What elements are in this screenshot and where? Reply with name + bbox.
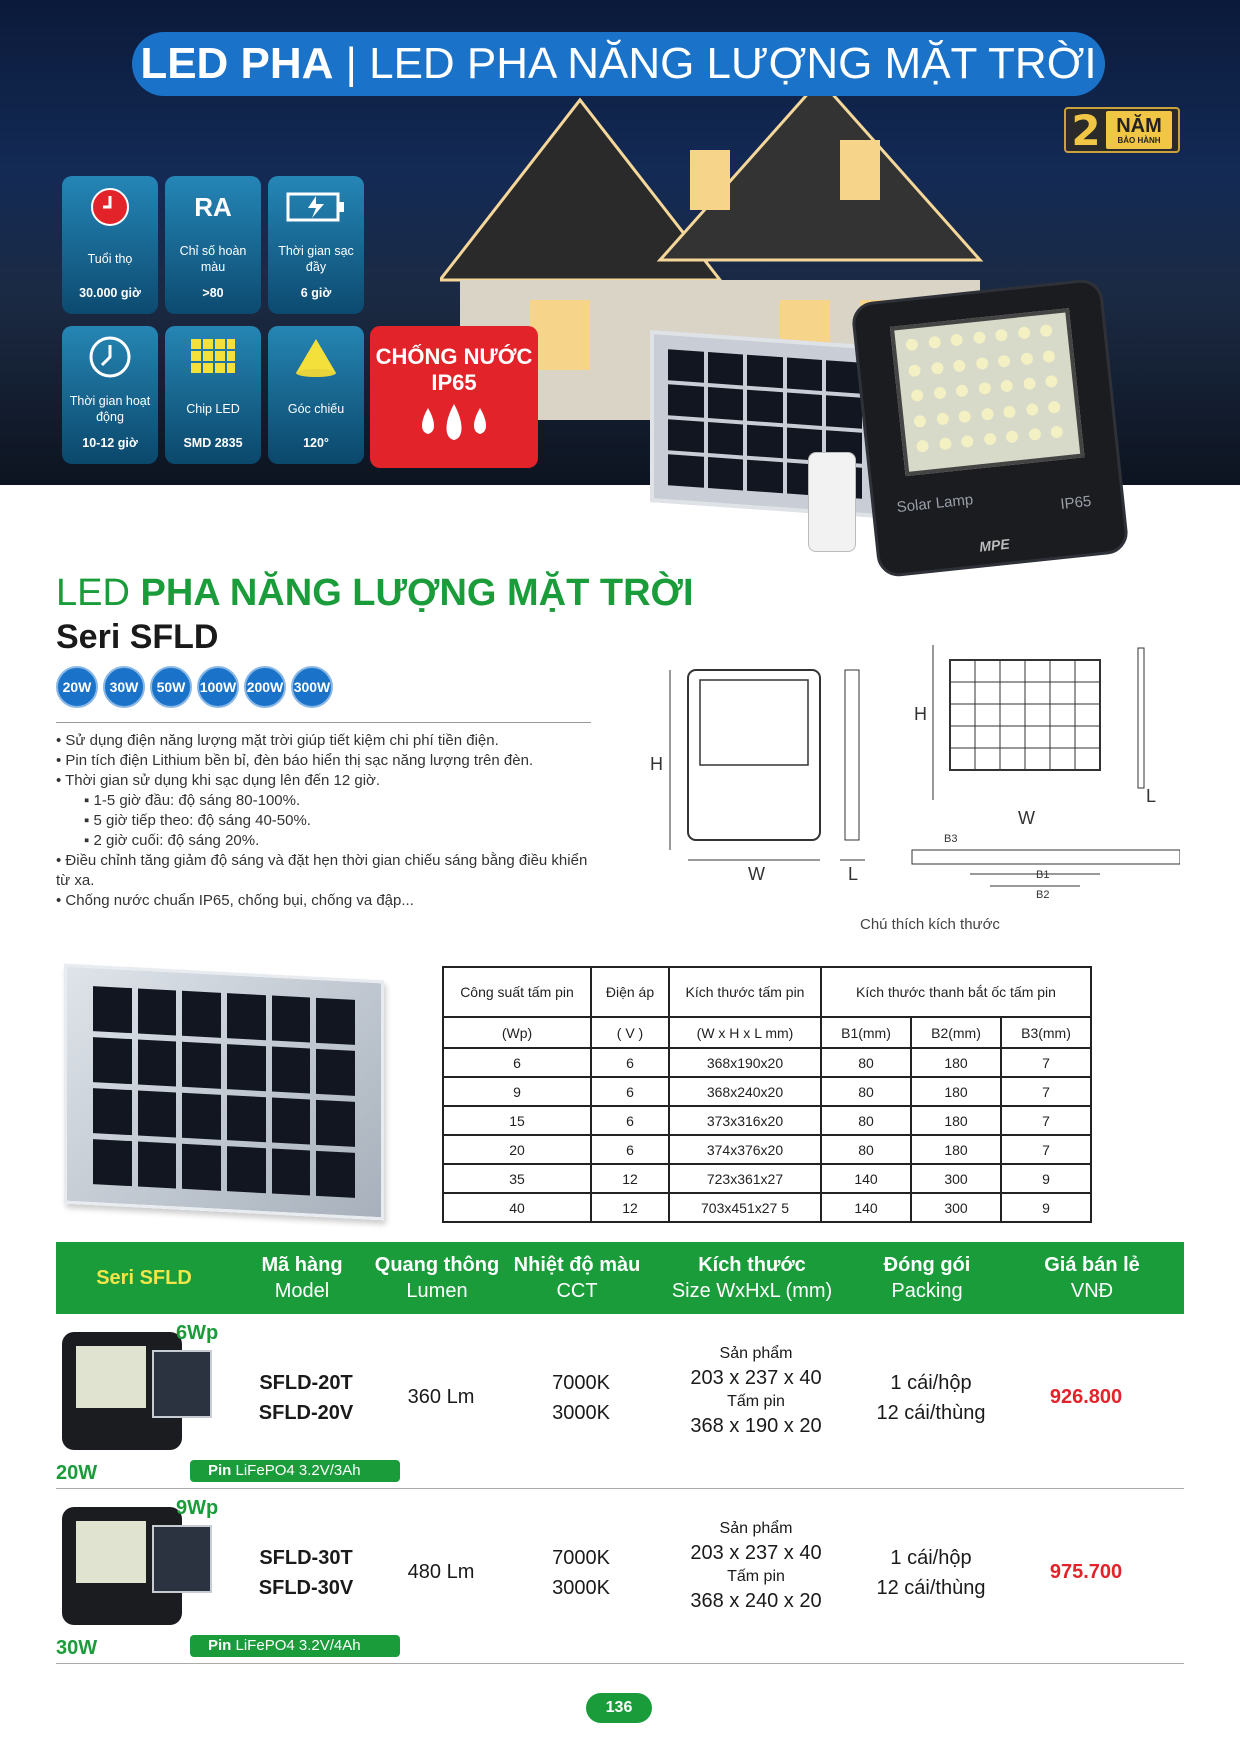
feature-value: SMD 2835 [183, 436, 243, 450]
lamp-solar-label: Solar Lamp [895, 491, 975, 517]
feature-label: Thời gian hoạt động [69, 394, 151, 424]
chip-icon [191, 339, 235, 375]
panel-spec-table [442, 966, 1092, 1223]
spec-cell: 80 [821, 1048, 911, 1077]
table-row [443, 1106, 1091, 1135]
solar-panel-image [64, 964, 384, 1221]
product-series: Seri SFLD [56, 618, 219, 656]
spec-cell: 300 [911, 1193, 1001, 1222]
diagram-w2-label: W [1018, 808, 1035, 828]
table-row [443, 1164, 1091, 1193]
bullet: • Thời gian sử dụng khi sạc dụng lên đến 12 giờ. [56, 772, 381, 789]
spec-cell: 180 [911, 1106, 1001, 1135]
spec-cell: 80 [821, 1077, 911, 1106]
ra-icon: RA [194, 191, 232, 222]
spec-cell: 140 [821, 1193, 911, 1222]
feature-label: Tuổi thọ [87, 252, 133, 266]
water-drops-icon [414, 400, 494, 450]
wattage-badge: 30W [103, 666, 145, 708]
feature-value: >80 [202, 286, 224, 300]
waterproof-line2: IP65 [431, 370, 477, 395]
diagram-b2-label: B2 [1036, 889, 1050, 900]
product-heading-light: LED [56, 572, 141, 614]
title-rest: | LED PHA NĂNG LƯỢNG MẶT TRỜI [345, 39, 1097, 88]
feature-chip [165, 326, 261, 464]
spec-cell: 9 [1001, 1164, 1091, 1193]
spec-cell: 7 [1001, 1135, 1091, 1164]
diagram-h-label: H [650, 754, 663, 774]
table-row [443, 1048, 1091, 1077]
panel-wattage: 6Wp [176, 1322, 219, 1344]
product-row [56, 1314, 1184, 1489]
spec-unit: (W x H x L mm) [669, 1017, 821, 1048]
feature-lifetime [62, 176, 158, 314]
model-cell: SFLD-20T SFLD-20V [258, 1372, 354, 1424]
spec-unit: (Wp) [443, 1017, 591, 1048]
wattage-badge: 20W [56, 666, 98, 708]
spec-cell: 80 [821, 1135, 911, 1164]
panel-thumbnail [152, 1350, 212, 1418]
feature-label: Góc chiếu [287, 402, 345, 416]
price-header-series: Seri SFLD [96, 1266, 192, 1289]
bullet: • Sử dụng điện năng lượng mặt trời giúp tiết kiệm chi phí tiền điện. [56, 732, 499, 749]
price-header-col: Kích thước Size WxHxL (mm) [671, 1254, 833, 1302]
product-heading [56, 572, 694, 615]
spec-header: Kích thước thanh bắt ốc tấm pin [821, 967, 1091, 1017]
lamp-ip-label: IP65 [1059, 492, 1093, 514]
battery-charge-icon [286, 190, 346, 224]
bullet: • Pin tích điện Lithium bền bỉ, đèn báo hiển thị sạc năng lượng trên đèn. [56, 752, 534, 769]
spec-unit: B3(mm) [1001, 1017, 1091, 1048]
feature-label: Chip LED [186, 402, 240, 416]
spec-cell: 20 [443, 1135, 591, 1164]
spec-cell: 7 [1001, 1106, 1091, 1135]
feature-value: 30.000 giờ [79, 286, 141, 300]
timer-icon [88, 335, 132, 379]
product-heading-bold: PHA NĂNG LƯỢNG MẶT TRỜI [140, 572, 694, 614]
table-row [443, 1193, 1091, 1222]
price-cell: 926.800 [1049, 1386, 1123, 1408]
diagram-l-label: L [848, 864, 859, 884]
beam-angle-icon [292, 337, 340, 377]
waterproof-line1: CHỐNG NƯỚC [375, 344, 533, 369]
size-cell: Sản phẩm 203 x 237 x 40 Tấm pin 368 x 240 x 20 [690, 1520, 822, 1612]
spec-cell: 6 [591, 1048, 669, 1077]
feature-label: Thời gian sạc đầy [278, 244, 354, 274]
spec-cell: 15 [443, 1106, 591, 1135]
price-header-col: Nhiệt độ màu CCT [513, 1254, 641, 1302]
clock-icon [90, 187, 130, 227]
product-wattage: 20W [56, 1462, 98, 1484]
spec-cell: 300 [911, 1164, 1001, 1193]
spec-cell: 374x376x20 [669, 1135, 821, 1164]
diagram-w-label: W [748, 864, 765, 884]
spec-cell: 368x240x20 [669, 1077, 821, 1106]
bullet: • Chống nước chuẩn IP65, chống bụi, chống va đập... [56, 892, 414, 909]
product-wattage: 30W [56, 1637, 98, 1659]
sub-bullet: ▪ 2 giờ cuối: độ sáng 20%. [84, 832, 260, 849]
spec-unit: B2(mm) [911, 1017, 1001, 1048]
spec-cell: 180 [911, 1135, 1001, 1164]
spec-cell: 80 [821, 1106, 911, 1135]
spec-cell: 703x451x27 5 [669, 1193, 821, 1222]
lamp-brand: MPE [978, 535, 1011, 555]
price-header-col: Quang thông Lumen [374, 1254, 500, 1302]
sub-bullet: ▪ 1-5 giờ đầu: độ sáng 80-100%. [84, 792, 301, 809]
warranty-word: NĂM [1116, 114, 1162, 137]
battery-badge: Pin LiFePO4 3.2V/4Ah [190, 1635, 400, 1657]
panel-wattage: 9Wp [176, 1497, 219, 1519]
price-cell: 975.700 [1049, 1561, 1123, 1583]
spec-header: Công suất tấm pin [443, 967, 591, 1017]
spec-cell: 180 [911, 1048, 1001, 1077]
feature-value: 10-12 giờ [82, 436, 138, 450]
spec-header: Kích thước tấm pin [669, 967, 821, 1017]
spec-header: Điện áp [591, 967, 669, 1017]
spec-cell: 6 [443, 1048, 591, 1077]
warranty-badge [1064, 107, 1180, 153]
product-row [56, 1489, 1184, 1664]
model-cell: SFLD-30T SFLD-30V [258, 1547, 354, 1599]
spec-cell: 6 [591, 1135, 669, 1164]
spec-unit: ( V ) [591, 1017, 669, 1048]
spec-cell: 12 [591, 1193, 669, 1222]
lumen-cell: 480 Lm [407, 1561, 475, 1583]
feature-value: 120° [303, 436, 329, 450]
spec-cell: 40 [443, 1193, 591, 1222]
warranty-number: 2 [1071, 105, 1101, 155]
waterproof-badge [370, 326, 538, 468]
diagram-caption: Chú thích kích thước [860, 916, 1000, 933]
feature-value: 6 giờ [300, 286, 332, 300]
panel-thumbnail [152, 1525, 212, 1593]
bullet: • Điều chỉnh tăng giảm độ sáng và đặt hẹn thời gian chiếu sáng bằng điều khiển từ xa. [56, 852, 588, 889]
lumen-cell: 360 Lm [407, 1386, 475, 1408]
spec-cell: 7 [1001, 1048, 1091, 1077]
packing-cell: 1 cái/hộp 12 cái/thùng [876, 1547, 986, 1599]
sub-bullet: ▪ 5 giờ tiếp theo: độ sáng 40-50%. [84, 812, 311, 829]
wattage-badge: 50W [150, 666, 192, 708]
diagram-b1-label: B1 [1036, 869, 1050, 881]
page-title [132, 32, 1105, 96]
feature-label: Chỉ số hoàn màu [179, 244, 247, 274]
title-bold: LED PHA [140, 39, 334, 88]
page-number: 136 [586, 1693, 652, 1723]
spec-cell: 723x361x27 [669, 1164, 821, 1193]
diagram-l2-label: L [1146, 786, 1157, 806]
price-header-col: Giá bán lẻ VNĐ [1044, 1254, 1140, 1302]
diagram-b3-label: B3 [944, 833, 958, 845]
spec-cell: 35 [443, 1164, 591, 1193]
battery-badge: Pin LiFePO4 3.2V/3Ah [190, 1460, 400, 1482]
wattage-badge: 100W [197, 666, 239, 708]
spec-cell: 368x190x20 [669, 1048, 821, 1077]
feature-beam-angle [268, 326, 364, 464]
table-row [443, 1135, 1091, 1164]
spec-cell: 7 [1001, 1077, 1091, 1106]
spec-cell: 180 [911, 1077, 1001, 1106]
wattage-badge: 200W [244, 666, 286, 708]
price-header-col: Mã hàng Model [261, 1254, 343, 1302]
feature-charge-time [268, 176, 364, 314]
divider [56, 722, 591, 723]
remote-control [808, 452, 856, 552]
spec-cell: 6 [591, 1077, 669, 1106]
dimension-diagram [640, 640, 1180, 900]
feature-run-time [62, 326, 158, 464]
size-cell: Sản phẩm 203 x 237 x 40 Tấm pin 368 x 190 x 20 [690, 1345, 822, 1437]
feature-bullets [56, 731, 596, 911]
spec-unit: B1(mm) [821, 1017, 911, 1048]
cct-cell: 7000K 3000K [552, 1547, 610, 1599]
diagram-h2-label: H [914, 704, 927, 724]
spec-cell: 9 [443, 1077, 591, 1106]
spec-cell: 9 [1001, 1193, 1091, 1222]
price-header-col: Đóng gói Packing [883, 1254, 971, 1302]
spec-cell: 12 [591, 1164, 669, 1193]
warranty-sub: BẢO HÀNH [1117, 135, 1161, 145]
wattage-badge: 300W [291, 666, 333, 708]
spec-cell: 373x316x20 [669, 1106, 821, 1135]
cct-cell: 7000K 3000K [552, 1372, 610, 1424]
packing-cell: 1 cái/hộp 12 cái/thùng [876, 1372, 986, 1424]
feature-cri [165, 176, 261, 314]
spec-cell: 140 [821, 1164, 911, 1193]
floodlight-lamp [850, 278, 1129, 579]
table-row [443, 1077, 1091, 1106]
spec-cell: 6 [591, 1106, 669, 1135]
price-table-header [56, 1242, 1184, 1314]
wattage-list [56, 666, 333, 708]
